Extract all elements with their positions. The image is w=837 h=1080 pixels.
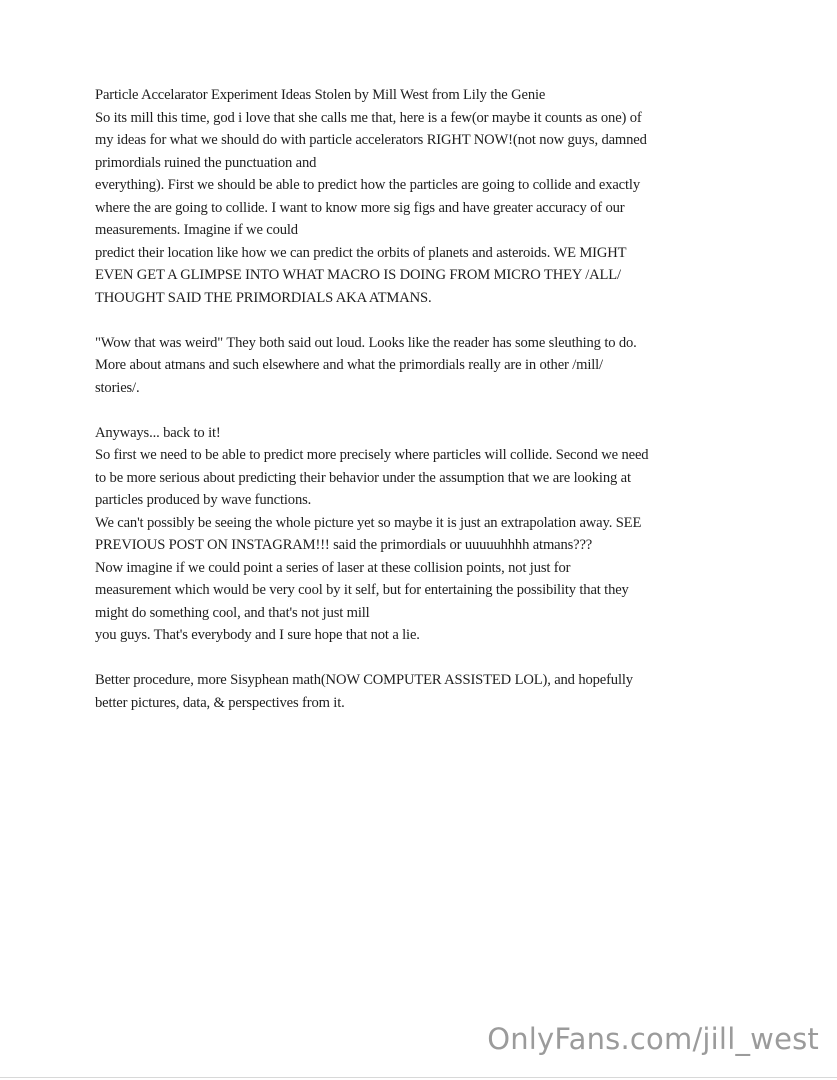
document-body [95, 84, 745, 714]
text-line: EVEN GET A GLIMPSE INTO WHAT MACRO IS DOING FROM MICRO THEY /ALL/ [95, 267, 621, 283]
text-line: More about atmans and such elsewhere and what the primordials really are in other /mill/ [95, 357, 603, 373]
text-line: We can't possibly be seeing the whole picture yet so maybe it is just an extrapolation away. SEE [95, 514, 642, 531]
text-line: better pictures, data, & perspectives from it. [95, 694, 345, 711]
text-line: Now imagine if we could point a series of laser at these collision points, not just for [95, 559, 571, 576]
text-line: So its mill this time, god i love that she calls me that, here is a few(or maybe it counts as one) of [95, 109, 642, 126]
text-line: to be more serious about predicting their behavior under the assumption that we are looking at [95, 469, 631, 486]
text-line: stories/. [95, 379, 140, 396]
text-line: everything). First we should be able to predict how the particles are going to collide and exactly [95, 177, 640, 193]
text-line: measurements. Imagine if we could [95, 222, 298, 238]
text-line: my ideas for what we should do with particle accelerators RIGHT NOW!(not now guys, damned [95, 132, 647, 148]
text-line: might do something cool, and that's not just mill [95, 604, 370, 621]
paragraph-anyways [95, 422, 745, 647]
text-line: Anyways... back to it! [95, 424, 221, 441]
text-line: you guys. That's everybody and I sure hope that not a lie. [95, 627, 420, 643]
text-line: primordials ruined the punctuation and [95, 154, 317, 171]
text-line: measurement which would be very cool by it self, but for entertaining the possibility that they [95, 582, 629, 598]
page-bottom-border [0, 1077, 837, 1078]
text-line: where the are going to collide. I want to know more sig figs and have greater accuracy of our [95, 199, 625, 216]
text-line: particles produced by wave functions. [95, 492, 312, 508]
paragraph-gap [95, 309, 745, 332]
paragraph-gap [95, 399, 745, 422]
text-line: "Wow that was weird" They both said out loud. Looks like the reader has some sleuthing to do. [95, 334, 637, 351]
text-line: predict their location like how we can predict the orbits of planets and asteroids. WE MIGHT [95, 244, 627, 261]
paragraph-weird [95, 332, 745, 400]
paragraph-gap [95, 647, 745, 670]
text-line: THOUGHT SAID THE PRIMORDIALS AKA ATMANS. [95, 289, 432, 306]
text-line: PREVIOUS POST ON INSTAGRAM!!! said the primordials or uuuuuhhhh atmans??? [95, 537, 593, 553]
watermark: OnlyFans.com/jill_west [487, 1022, 819, 1056]
paragraph-intro [95, 84, 745, 309]
text-line: So first we need to be able to predict more precisely where particles will collide. Second we need [95, 447, 649, 463]
text-line: Better procedure, more Sisyphean math(NOW COMPUTER ASSISTED LOL), and hopefully [95, 672, 633, 688]
paragraph-closing [95, 669, 745, 714]
document-title: Particle Accelarator Experiment Ideas Stolen by Mill West from Lily the Genie [95, 87, 546, 103]
